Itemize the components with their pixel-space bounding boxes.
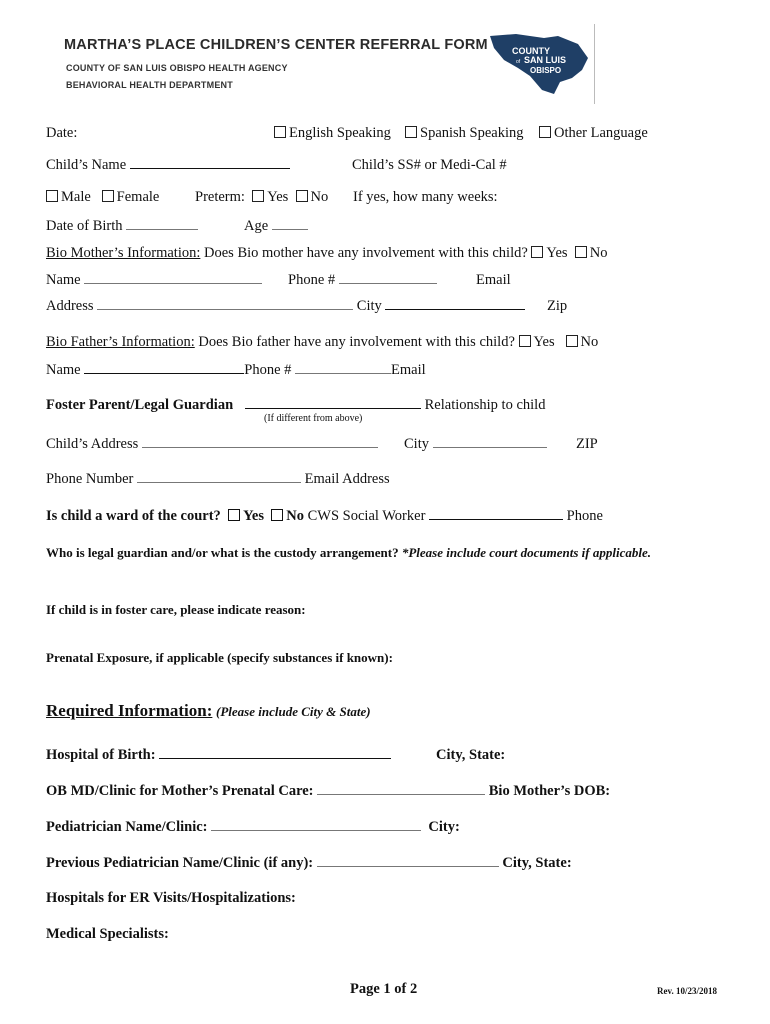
bio-father-heading: Bio Father’s Information: (46, 334, 195, 350)
bio-mother-heading: Bio Mother’s Information: (46, 245, 201, 261)
bio-mother-email-label: Email (476, 272, 511, 288)
bio-father-no-checkbox[interactable] (566, 335, 578, 347)
bio-mother-address-row (46, 298, 525, 315)
prev-pediatrician-row (46, 855, 572, 872)
bio-mother-phone-field[interactable] (339, 282, 437, 284)
required-heading: Required Information: (46, 701, 213, 720)
bio-father-yes-checkbox[interactable] (519, 335, 531, 347)
preterm-no-checkbox[interactable] (296, 190, 308, 202)
relationship-label: Relationship to child (424, 397, 546, 413)
bio-mother-no-checkbox[interactable] (575, 246, 587, 258)
bio-father-phone-field[interactable] (295, 372, 391, 374)
english-option[interactable] (274, 125, 391, 142)
child-address-row (46, 436, 378, 453)
child-name-row (46, 157, 290, 174)
email-address-label: Email Address (304, 471, 390, 487)
prev-pediatrician-field[interactable] (317, 865, 499, 867)
preterm-yes-label: Yes (267, 189, 289, 205)
child-zip-label: ZIP (576, 436, 598, 452)
child-ss-label: Child’s SS# or Medi-Cal # (352, 157, 507, 173)
bio-father-name-field[interactable] (84, 372, 244, 374)
date-label: Date: (46, 125, 78, 141)
phone-email-row (46, 471, 390, 488)
bio-mother-row (46, 245, 608, 262)
female-label: Female (116, 189, 160, 205)
social-worker-phone-label: Phone (566, 508, 603, 524)
bio-mother-city-field[interactable] (385, 308, 525, 310)
male-label: Male (61, 189, 91, 205)
bio-mother-address-label: Address (46, 298, 94, 314)
foster-parent-row (245, 397, 545, 414)
custody-question: Who is legal guardian and/or what is the custody arrangement? (46, 545, 399, 560)
age-field[interactable] (272, 228, 308, 230)
bio-mother-zip-label: Zip (547, 298, 568, 314)
page-number: Page 1 of 2 (350, 981, 418, 997)
bio-father-email-label: Email (391, 362, 426, 378)
logo-text-san-luis: SAN LUIS (524, 55, 567, 65)
foster-parent-label: Foster Parent/Legal Guardian (46, 397, 234, 413)
ob-field[interactable] (317, 793, 485, 795)
foster-parent-field[interactable] (245, 407, 421, 409)
department-name: BEHAVIORAL HEALTH DEPARTMENT (66, 80, 233, 90)
phone-number-field[interactable] (137, 481, 301, 483)
mother-dob-label: Bio Mother’s DOB: (488, 783, 611, 799)
phone-number-label: Phone Number (46, 471, 134, 487)
court-no-label: No (286, 508, 304, 524)
male-checkbox[interactable] (46, 190, 58, 202)
dob-field[interactable] (126, 228, 198, 230)
english-label: English Speaking (289, 125, 391, 141)
bio-mother-city-label: City (356, 298, 382, 314)
bio-mother-yes-checkbox[interactable] (531, 246, 543, 258)
sex-row (46, 189, 159, 206)
foster-care-label: If child is in foster care, please indicate reason: (46, 602, 306, 617)
bio-father-name-label: Name (46, 362, 81, 378)
court-row (46, 508, 603, 525)
dob-row (46, 218, 198, 235)
header-divider (594, 24, 595, 104)
spanish-option[interactable] (405, 125, 524, 142)
pediatrician-row (46, 819, 460, 836)
hospital-field[interactable] (159, 757, 391, 759)
ob-row (46, 783, 610, 800)
bio-mother-name-field[interactable] (84, 282, 262, 284)
logo-text-obispo: OBISPO (530, 66, 562, 75)
er-hospitals-label: Hospitals for ER Visits/Hospitalizations: (46, 890, 296, 906)
child-city-row (404, 436, 547, 453)
bio-mother-no-label: No (589, 245, 608, 261)
english-checkbox[interactable] (274, 126, 286, 138)
preterm-no-label: No (310, 189, 329, 205)
pediatrician-field[interactable] (211, 829, 421, 831)
bio-mother-question: Does Bio mother have any involvement with this child? (204, 245, 528, 261)
required-heading-row (46, 701, 371, 721)
prev-pediatrician-city-label: City, State: (502, 855, 572, 871)
child-address-label: Child’s Address (46, 436, 139, 452)
female-checkbox[interactable] (102, 190, 114, 202)
bio-father-contact-row (46, 362, 426, 379)
social-worker-field[interactable] (429, 518, 563, 520)
other-language-option[interactable] (539, 125, 648, 142)
spanish-label: Spanish Speaking (420, 125, 524, 141)
preterm-weeks-label: If yes, how many weeks: (353, 189, 498, 205)
bio-father-yes-label: Yes (533, 334, 555, 350)
logo-text-county: COUNTY (512, 46, 550, 56)
age-row (244, 218, 308, 235)
bio-mother-address-field[interactable] (97, 308, 353, 310)
county-logo (486, 30, 592, 98)
bio-father-row (46, 334, 598, 351)
revision-date: Rev. 10/23/2018 (657, 986, 717, 996)
logo-text-of: of (516, 59, 521, 65)
hospital-city-label: City, State: (436, 747, 506, 763)
prev-pediatrician-label: Previous Pediatrician Name/Clinic (if any): (46, 855, 314, 871)
bio-mother-phone-row (288, 272, 437, 289)
preterm-row (195, 189, 328, 206)
social-worker-label: CWS Social Worker (307, 508, 426, 524)
court-no-checkbox[interactable] (271, 509, 283, 521)
prenatal-exposure-label: Prenatal Exposure, if applicable (specify substances if known): (46, 650, 393, 665)
required-note: (Please include City & State) (216, 704, 371, 719)
medical-specialists-label: Medical Specialists: (46, 926, 169, 942)
bio-mother-yes-label: Yes (546, 245, 568, 261)
child-address-field[interactable] (142, 446, 378, 448)
custody-note: *Please include court documents if applicable. (401, 545, 651, 560)
court-question: Is child a ward of the court? (46, 508, 221, 524)
dob-label: Date of Birth (46, 218, 123, 234)
age-label: Age (244, 218, 269, 234)
ob-label: OB MD/Clinic for Mother’s Prenatal Care: (46, 783, 314, 799)
bio-father-question: Does Bio father have any involvement with this child? (198, 334, 515, 350)
pediatrician-label: Pediatrician Name/Clinic: (46, 819, 208, 835)
hospital-row (46, 747, 391, 764)
bio-mother-name-row (46, 272, 262, 289)
child-name-label: Child’s Name (46, 157, 127, 173)
hospital-label: Hospital of Birth: (46, 747, 156, 763)
bio-mother-phone-label: Phone # (288, 272, 336, 288)
spanish-checkbox[interactable] (405, 126, 417, 138)
bio-father-no-label: No (580, 334, 599, 350)
form-title: MARTHA’S PLACE CHILDREN’S CENTER REFERRAL FORM (64, 37, 488, 53)
child-city-label: City (404, 436, 429, 452)
court-yes-checkbox[interactable] (228, 509, 240, 521)
child-name-field[interactable] (130, 167, 290, 169)
preterm-label: Preterm: (195, 189, 245, 205)
child-city-field[interactable] (433, 446, 547, 448)
custody-row (46, 545, 651, 561)
foster-note: (If different from above) (264, 413, 363, 424)
bio-mother-name-label: Name (46, 272, 81, 288)
other-language-checkbox[interactable] (539, 126, 551, 138)
other-language-label: Other Language (554, 125, 648, 141)
preterm-yes-checkbox[interactable] (252, 190, 264, 202)
court-yes-label: Yes (243, 508, 265, 524)
agency-name: COUNTY OF SAN LUIS OBISPO HEALTH AGENCY (66, 63, 288, 73)
bio-father-phone-label: Phone # (244, 362, 292, 378)
pediatrician-city-label: City: (428, 819, 460, 835)
